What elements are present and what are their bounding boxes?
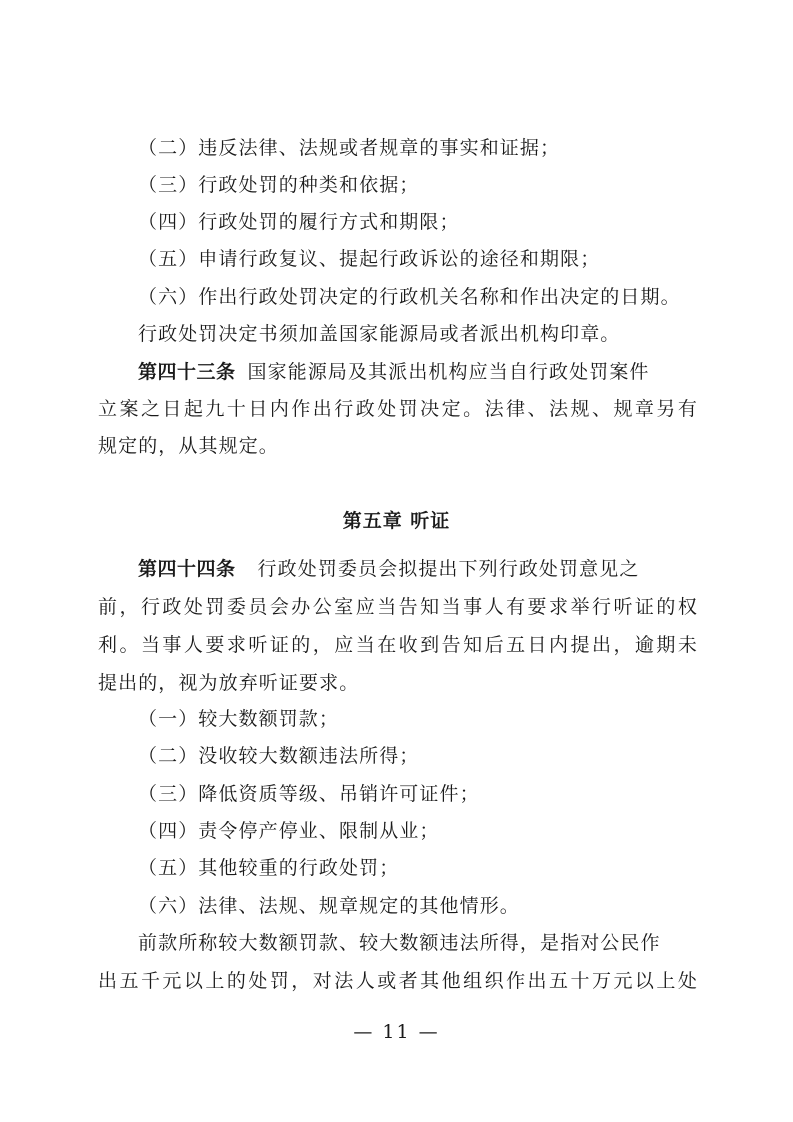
article-44-label: 第四十四条 — [138, 558, 236, 580]
paragraph-line: 出五千元以上的处罚，对法人或者其他组织作出五十万元以上处 — [98, 970, 698, 992]
article-43-text: 国家能源局及其派出机构应当自行政处罚案件 — [247, 361, 650, 383]
list-item: （六）法律、法规、规章规定的其他情形。 — [138, 895, 520, 917]
list-item: （四）责令停产停业、限制从业； — [138, 820, 440, 842]
list-item: （一）较大数额罚款； — [138, 708, 340, 730]
page-number: — 11 — — [353, 1021, 440, 1043]
list-item: （五）其他较重的行政处罚； — [138, 857, 400, 879]
paragraph-line: （五）申请行政复议、提起行政诉讼的途径和期限； — [138, 248, 601, 270]
paragraph-line: 规定的，从其规定。 — [98, 435, 279, 457]
paragraph-line: 立案之日起九十日内作出行政处罚决定。法律、法规、规章另有 — [98, 398, 698, 420]
paragraph-line: 前，行政处罚委员会办公室应当告知当事人有要求举行听证的权 — [98, 596, 698, 618]
article-44-first-line — [138, 556, 698, 582]
list-item: （三）降低资质等级、吊销许可证件； — [138, 783, 480, 805]
paragraph-line: 前款所称较大数额罚款、较大数额违法所得，是指对公民作 — [138, 932, 661, 954]
paragraph-line: （六）作出行政处罚决定的行政机关名称和作出决定的日期。 — [138, 286, 681, 308]
paragraph-line: （二）违反法律、法规或者规章的事实和证据； — [138, 137, 561, 159]
paragraph-line: （四）行政处罚的履行方式和期限； — [138, 211, 460, 233]
article-43-first-line — [138, 359, 698, 385]
article-43-label: 第四十三条 — [138, 361, 236, 383]
article-44-text: 行政处罚委员会拟提出下列行政处罚意见之 — [257, 558, 640, 580]
paragraph-line: 行政处罚决定书须加盖国家能源局或者派出机构印章。 — [138, 323, 621, 345]
paragraph-line: 利。当事人要求听证的，应当在收到告知后五日内提出，逾期未 — [98, 634, 698, 656]
chapter-title: 第五章 听证 — [342, 510, 451, 532]
list-item: （二）没收较大数额违法所得； — [138, 745, 420, 767]
paragraph-line: （三）行政处罚的种类和依据； — [138, 174, 420, 196]
paragraph-line: 提出的，视为放弃听证要求。 — [98, 672, 360, 694]
